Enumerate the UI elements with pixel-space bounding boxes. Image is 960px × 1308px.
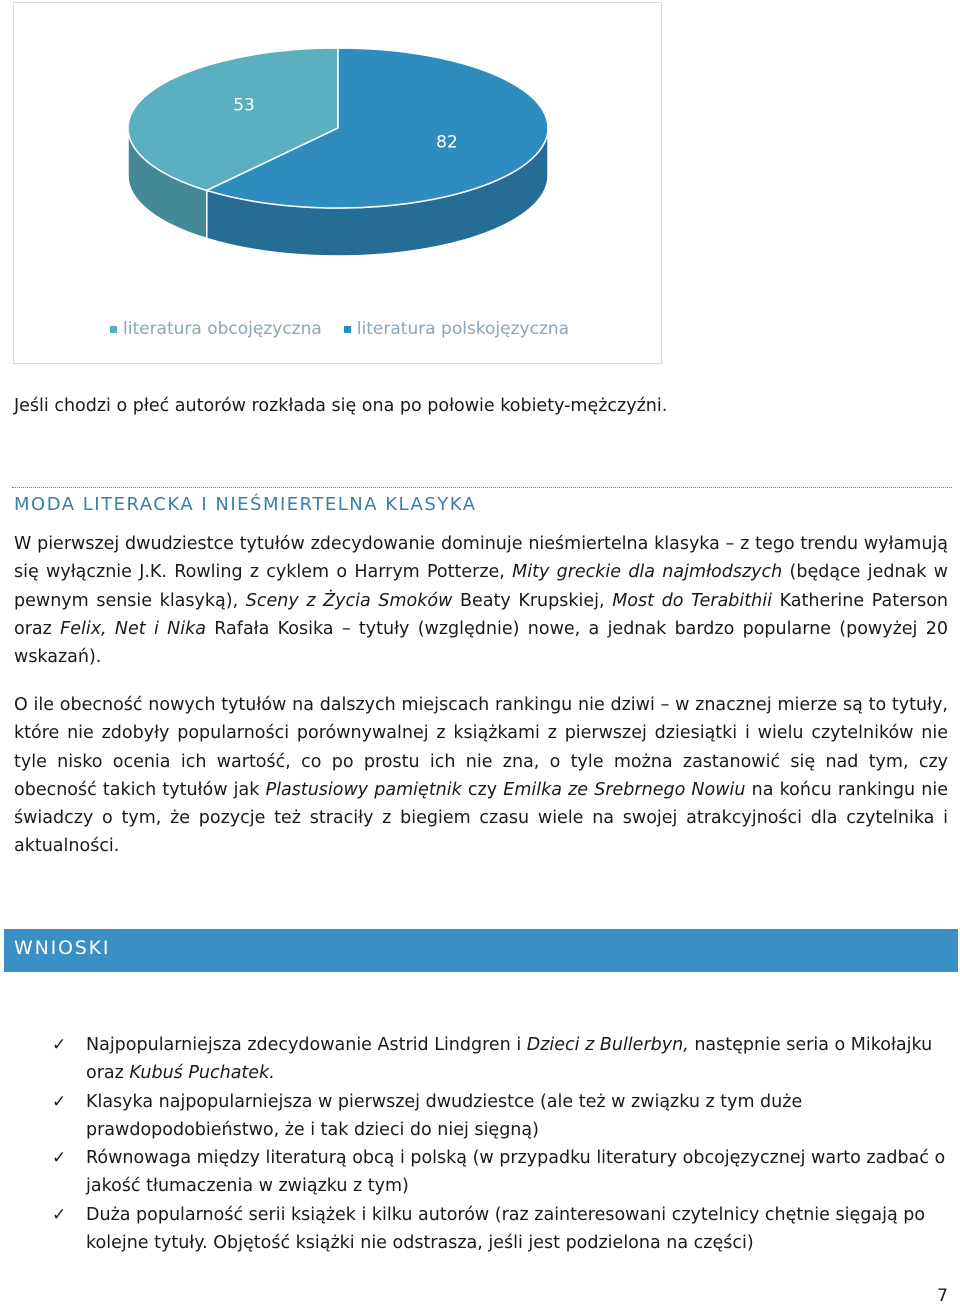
section-heading-wnioski: WNIOSKI bbox=[14, 937, 111, 959]
text-run: Klasyka najpopularniejsza w pierwszej dwudziestce (ale też w związku z tym duże prawdopodobieństwo, że i tak dzieci do niej sięgną) bbox=[86, 1091, 803, 1140]
text-run: Katherine Paterson oraz bbox=[14, 590, 948, 639]
paragraph-classics bbox=[14, 530, 948, 671]
check-icon: ✓ bbox=[52, 1035, 67, 1055]
list-item bbox=[52, 1201, 952, 1258]
section-divider bbox=[12, 487, 952, 488]
book-title: Sceny z Życia Smoków bbox=[245, 590, 453, 611]
pie-data-label-1: 53 bbox=[233, 95, 255, 116]
text-run: O ile obecność nowych tytułów na dalszych miejscach rankingu nie dziwi – w znacznej mierze są to tytuły, które nie zdobyły popularności porównywalnej z książkami z pierwszej dziesiątki i wielu czytelników nie tyle nisko ocenia ich wartość, co po prostu ich nie zna, o tyle można zastanowić się nad tym, czy obecność takich tytułów jak bbox=[14, 695, 948, 800]
text-run: czy bbox=[461, 779, 504, 800]
text-run: Beaty Krupskiej, bbox=[452, 590, 613, 611]
pie-chart-svg bbox=[14, 3, 663, 303]
chart-legend bbox=[110, 319, 569, 339]
book-title: Plastusiowy pamiętnik bbox=[265, 779, 462, 800]
text-run: Rafała Kosika – tytuły (względnie) nowe, a jednak bardzo popularne (powyżej 20 wskazań). bbox=[14, 618, 948, 668]
legend-label-2: literatura polskojęzyczna bbox=[356, 319, 570, 339]
legend-swatch-2 bbox=[344, 326, 351, 333]
check-icon: ✓ bbox=[52, 1091, 67, 1112]
text-run: Najpopularniejsza zdecydowanie Astrid Lindgren i bbox=[86, 1035, 527, 1055]
legend-label-1: literatura obcojęzyczna bbox=[123, 319, 322, 339]
text-run: na końcu rankingu nie świadczy o tym, że pozycje też straciły z biegiem czasu wiele na swojej atrakcyjności dla czytelnika i aktualności. bbox=[14, 779, 949, 857]
legend-swatch-1 bbox=[110, 326, 117, 333]
book-title: Emilka ze Srebrnego Nowiu bbox=[503, 779, 746, 800]
book-title: Dzieci z Bullerbyn, bbox=[526, 1035, 689, 1055]
conclusions-list bbox=[52, 1031, 952, 1257]
book-title: Felix, Net i Nika bbox=[60, 618, 206, 639]
text-run: Równowaga między literaturą obcą i polską (w przypadku literatury obcojęzycznej warto zadbać o jakość tłumaczenia w związku z tym) bbox=[86, 1148, 946, 1197]
pie-data-label-2: 82 bbox=[436, 132, 458, 153]
legend-item-2 bbox=[344, 319, 569, 339]
list-item bbox=[52, 1031, 952, 1088]
legend-item-1 bbox=[110, 319, 322, 339]
intro-text: Jeśli chodzi o płeć autorów rozkłada się ona po połowie kobiety-mężczyźni. bbox=[14, 396, 668, 416]
check-icon: ✓ bbox=[52, 1204, 67, 1225]
text-run: Duża popularność serii książek i kilku autorów (raz zainteresowani czytelnicy chętnie sięgają po kolejne tytuły. Objętość książki nie odstrasza, jeśli jest podzielona na części) bbox=[86, 1204, 926, 1254]
book-title: Kubuś Puchatek. bbox=[129, 1063, 275, 1084]
list-item bbox=[52, 1144, 952, 1201]
pie-chart bbox=[13, 2, 662, 364]
check-icon: ✓ bbox=[52, 1148, 67, 1169]
conclusions-banner bbox=[4, 929, 958, 972]
text-run: następnie seria o Mikołajku oraz bbox=[86, 1035, 933, 1084]
text-run: W pierwszej dwudziestce tytułów zdecydowanie dominuje nieśmiertelna klasyka – z tego trendu wyłamują się wyłącznie J.K. Rowling z cyklem o Harrym Potterze, bbox=[14, 534, 948, 583]
section-heading-moda: MODA LITERACKA I NIEŚMIERTELNA KLASYKA bbox=[14, 494, 477, 515]
paragraph-new-titles bbox=[14, 691, 948, 861]
text-run: (będące jednak w pewnym sensie klasyką), bbox=[14, 562, 948, 611]
list-item bbox=[52, 1088, 952, 1145]
book-title: Most do Terabithii bbox=[612, 590, 772, 611]
page-number: 7 bbox=[937, 1286, 948, 1306]
book-title: Mity greckie dla najmłodszych bbox=[512, 562, 783, 583]
